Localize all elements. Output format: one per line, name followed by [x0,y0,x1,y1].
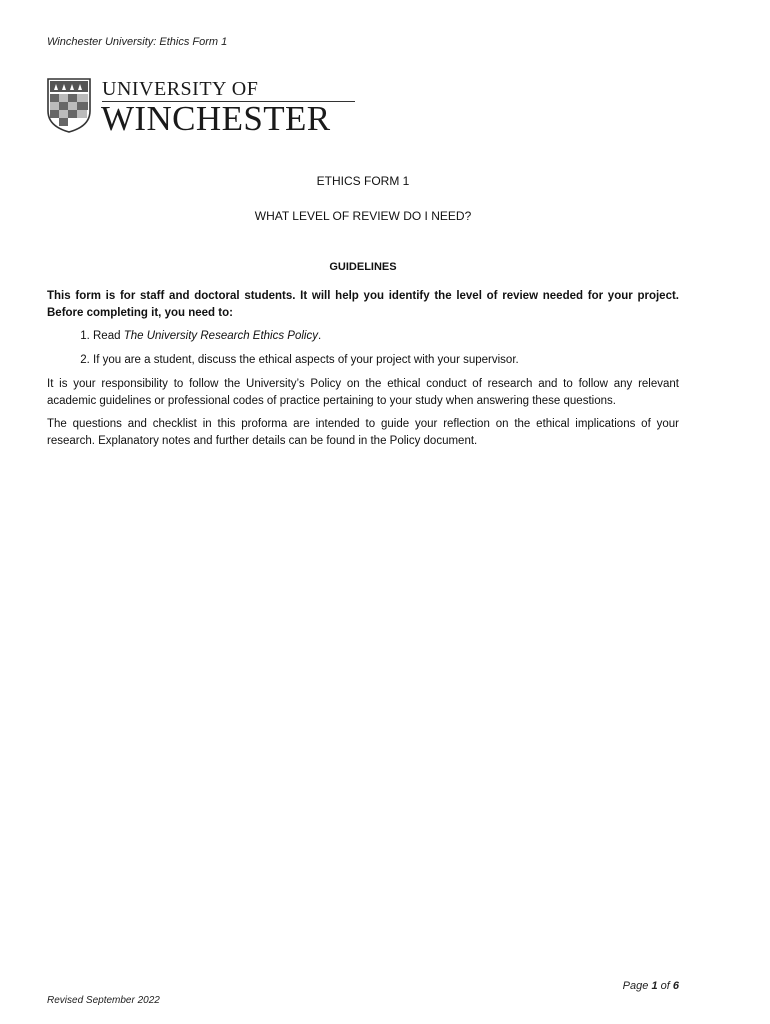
guidelines-content [47,288,679,456]
form-title: ETHICS FORM 1 [316,174,410,188]
logo-text-line2: WINCHESTER [101,99,331,138]
university-logo [46,77,366,138]
proforma-paragraph: The questions and checklist in this proforma are intended to guide your reflection on the ethical implications of your research. Explanatory notes and further details can be found in the Policy document. [47,418,679,447]
page-total: 6 [672,980,679,992]
page-label: Page [622,980,649,992]
university-shield-icon [46,77,92,133]
logo-text-line1: UNIVERSITY OF [102,78,259,100]
page-current: 1 [651,980,658,992]
revision-note: Revised September 2022 [47,995,160,1006]
policy-link[interactable]: The University Research Ethics Policy [123,330,318,342]
page-number [623,980,679,992]
header-note: Winchester University: Ethics Form 1 [47,36,228,48]
list-item: 2. If you are a student, discuss the ethical aspects of your project with your supervisor. [93,352,679,369]
form-question-heading: WHAT LEVEL OF REVIEW DO I NEED? [254,209,472,223]
intro-paragraph: This form is for staff and doctoral students. It will help you identify the level of review needed for your project. Before completing it, you need to: [47,290,679,319]
page-of: of [660,980,670,992]
step-suffix: . [317,330,322,342]
list-item [93,328,679,345]
section-heading-guidelines: GUIDELINES [329,261,397,273]
steps-list [47,328,679,369]
responsibility-paragraph: It is your responsibility to follow the University’s Policy on the ethical conduct of research and to follow any relevant academic guidelines or professional codes of practice pertaining to your study when answering these questions. [47,378,679,407]
step-prefix: Read [93,330,124,342]
